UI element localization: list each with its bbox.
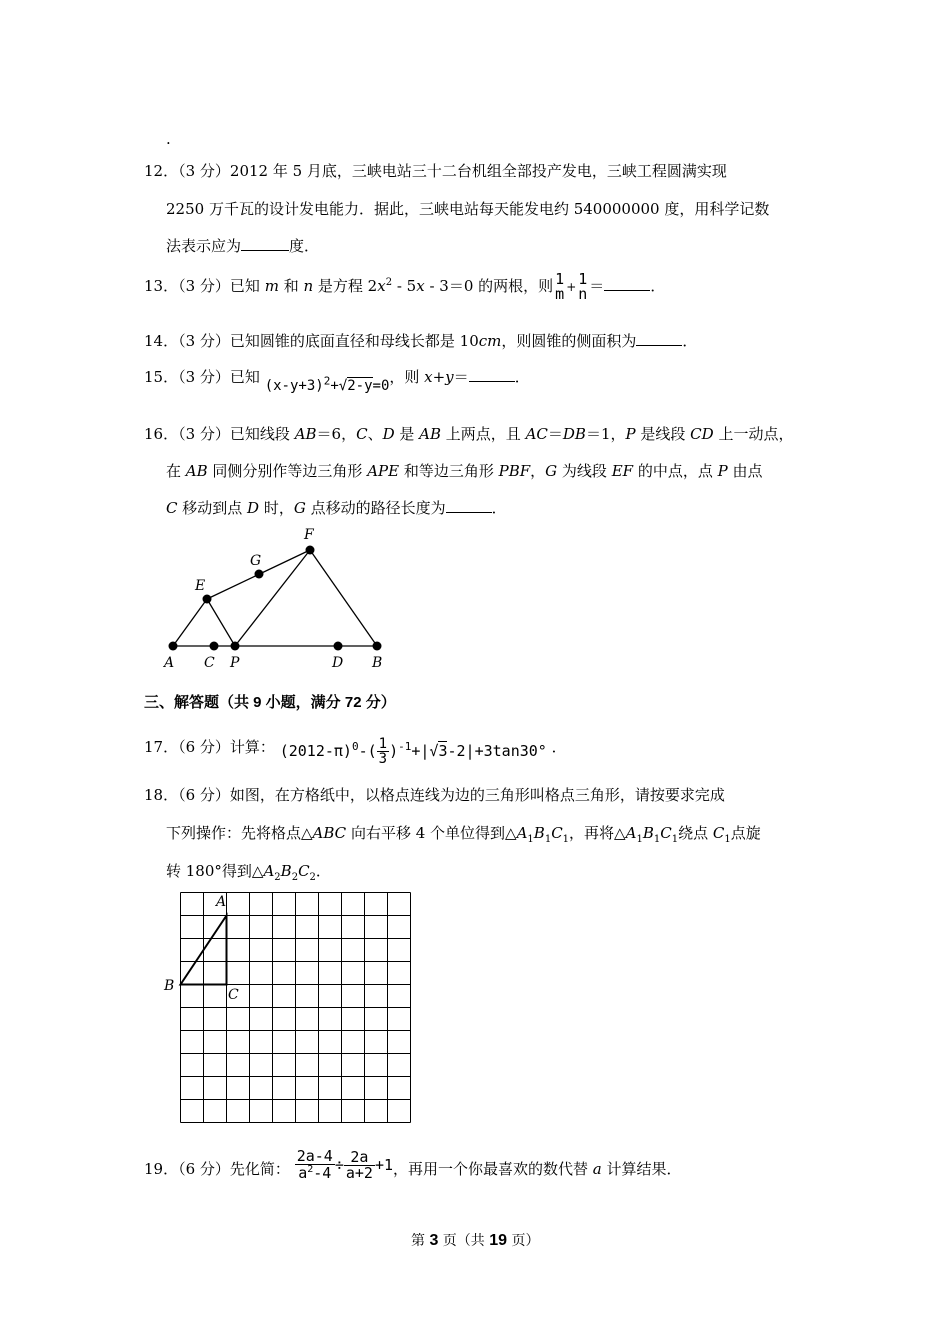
math-variable: P xyxy=(625,425,636,443)
point-b xyxy=(373,642,382,651)
question-text: ，再用一个你最喜欢的数代替 xyxy=(393,1159,593,1178)
divide-sign: ÷ xyxy=(334,1155,344,1174)
sqrt-symbol: √ xyxy=(338,378,348,394)
question-text: 已知 xyxy=(229,277,265,295)
point-d xyxy=(334,642,343,651)
var-b: B xyxy=(280,862,292,880)
text-run: 、 xyxy=(367,425,383,443)
text-run: 同侧分别作等边三角形 xyxy=(207,462,368,480)
var-n: n xyxy=(303,277,314,295)
subscript: 1 xyxy=(562,834,570,845)
question-text: - 3＝0 的两根，则 xyxy=(424,277,554,295)
segment-ae xyxy=(173,599,207,646)
math-expression: $(2012-\pi)^0-$( $\frac{1}{3}$ )$^{-1}$+|√3-2|+3tan30° xyxy=(279,736,547,767)
period: ． xyxy=(315,862,331,880)
fraction-one-third: $\frac{1}{3}$ xyxy=(378,736,388,767)
text-run: ， xyxy=(530,462,546,480)
math-variable: AB xyxy=(185,462,208,480)
text-run: ＝1， xyxy=(585,425,626,443)
period: ． xyxy=(650,277,666,295)
subscript: 2 xyxy=(274,872,281,883)
text-run: 上两点，且 xyxy=(441,425,526,443)
answer-blank xyxy=(446,500,492,513)
question-number: 12． xyxy=(144,162,179,180)
unit-cm: cm xyxy=(478,332,502,350)
math-variable: AB xyxy=(294,425,317,443)
subscript: 1 xyxy=(724,834,731,845)
plus-sign: + xyxy=(566,280,577,294)
subscript: 1 xyxy=(636,834,643,845)
answer-blank xyxy=(241,238,289,251)
fraction-1-over-m: 1 m xyxy=(555,270,565,303)
section-heading: 三、解答题（共 9 小题，满分 72 分） xyxy=(144,694,396,711)
var-c: C xyxy=(712,824,725,842)
question-text: - 5 xyxy=(392,277,417,295)
period: ． xyxy=(491,499,507,517)
var-c: C xyxy=(660,824,672,842)
expr-x-plus-y: x+y xyxy=(424,368,454,386)
text-run: ＝ xyxy=(547,425,563,443)
point-a xyxy=(169,642,178,651)
question-text: ，再将△ xyxy=(569,824,626,842)
question-score: （3 分） xyxy=(178,162,230,180)
subscript: 1 xyxy=(544,834,552,845)
question-text: 先化简： xyxy=(229,1159,290,1178)
question-number: 18． xyxy=(144,786,179,804)
label-c: C xyxy=(204,655,215,671)
label-d: D xyxy=(332,655,344,671)
text-run: 是线段 xyxy=(635,425,691,443)
question-text: 已知 xyxy=(229,368,260,386)
var-x: x xyxy=(377,277,386,295)
question-number: 17． xyxy=(144,738,179,756)
text-run: 的中点，点 xyxy=(633,462,718,480)
question-text: 法表示应为 xyxy=(166,237,242,255)
grid-lines xyxy=(181,893,411,1123)
math-expression: $\frac{2a-4}{a^2-4}$ ÷ $\frac{2a}{a+2}$ +1 xyxy=(296,1147,394,1182)
question-text xyxy=(230,425,794,443)
label-f: F xyxy=(304,527,314,543)
var-c: C xyxy=(298,862,310,880)
subscript: 2 xyxy=(291,872,299,883)
answer-blank xyxy=(469,369,515,382)
text-run: 是 xyxy=(394,425,420,443)
label-b: B xyxy=(372,655,383,671)
math-expression: $(x-y+3)^2+√2-y=0$ xyxy=(264,374,390,394)
math-variable: P xyxy=(717,462,728,480)
answer-blank xyxy=(636,333,682,346)
math-variable: APE xyxy=(367,462,400,480)
math-variable: AC xyxy=(525,425,548,443)
var-b: B xyxy=(642,824,654,842)
math-variable: G xyxy=(545,462,558,480)
question-text: 2250 万千瓦的设计发电能力．据此，三峡电站每天能发电约 540000000 度，用科学记数 xyxy=(166,200,770,218)
grid-label-a: A xyxy=(216,894,227,910)
question-14 xyxy=(144,330,697,351)
text-run: 已知线段 xyxy=(229,425,295,443)
question-text xyxy=(166,460,762,481)
fraction-first: $\frac{2a-4}{a^2-4}$ xyxy=(296,1147,333,1182)
question-score: （3 分） xyxy=(178,425,230,443)
period: ． xyxy=(551,738,567,756)
question-text: 计算结果． xyxy=(601,1159,682,1178)
page-number: 3 xyxy=(429,1232,439,1249)
text-run: 时， xyxy=(259,499,294,517)
text-run: 由点 xyxy=(727,462,763,480)
question-text: 绕点 xyxy=(678,824,713,842)
math-variable: CD xyxy=(690,425,714,443)
math-variable: PBF xyxy=(498,462,531,480)
segment-ep xyxy=(207,599,235,646)
subscript: 1 xyxy=(527,834,534,845)
math-variable: C xyxy=(166,499,178,517)
var-m: m xyxy=(264,277,279,295)
grid-label-b: B xyxy=(164,978,175,994)
question-score: （6 分） xyxy=(178,1159,230,1178)
text-run: ＝6， xyxy=(316,425,357,443)
math-variable: D xyxy=(247,499,260,517)
math-variable: EF xyxy=(611,462,634,480)
point-g xyxy=(255,570,264,579)
math-variable: AB xyxy=(419,425,442,443)
text-run: 上一动点， xyxy=(713,425,794,443)
math-variable: DB xyxy=(562,425,586,443)
point-c xyxy=(210,642,219,651)
label-a: A xyxy=(164,655,175,671)
text-run: 和等边三角形 xyxy=(399,462,499,480)
question-13 xyxy=(144,272,665,302)
segment-pf xyxy=(235,550,310,646)
equals-sign: ＝ xyxy=(589,277,605,295)
question-text: 是方程 2 xyxy=(313,277,378,295)
segment-triangle-figure xyxy=(158,522,398,674)
question-score: （6 分） xyxy=(178,738,230,756)
answer-blank xyxy=(604,278,650,291)
grid-label-c: C xyxy=(228,987,239,1003)
fraction-second: $\frac{2a}{a+2}$ xyxy=(345,1147,373,1182)
label-p: P xyxy=(230,655,240,671)
question-text: 如图，在方格纸中，以格点连线为边的三角形叫格点三角形，请按要求完成 xyxy=(229,786,725,804)
var-a: A xyxy=(263,862,275,880)
question-score: （3 分） xyxy=(178,332,230,350)
text-run: 移动到点 xyxy=(177,499,248,517)
math-variable: G xyxy=(293,499,306,517)
question-19 xyxy=(144,1149,682,1181)
segment-fb xyxy=(310,550,377,646)
subscript: 2 xyxy=(309,872,316,883)
point-p xyxy=(231,642,240,651)
question-number: 14． xyxy=(144,332,179,350)
question-text: 转 180°得到△ xyxy=(166,862,264,880)
period: ． xyxy=(682,332,698,350)
period: ． xyxy=(514,368,530,386)
question-text: 2012 年 5 月底，三峡电站三十二台机组全部投产发电，三峡工程圆满实现 xyxy=(229,162,727,180)
question-score: （6 分） xyxy=(178,786,230,804)
question-score: （3 分） xyxy=(178,368,230,386)
question-number: 13． xyxy=(144,277,179,295)
page-footer: 第 3 页（共 19 页） xyxy=(411,1232,540,1249)
question-15 xyxy=(144,366,530,394)
var-a: A xyxy=(625,824,637,842)
point-e xyxy=(203,595,212,604)
question-number: 16． xyxy=(144,425,179,443)
var-a: a xyxy=(592,1159,602,1178)
point-f xyxy=(306,546,315,555)
var-x: x xyxy=(416,277,425,295)
equals-sign: ＝ xyxy=(453,368,469,386)
grid-figure xyxy=(160,886,420,1130)
question-number: 15． xyxy=(144,368,179,386)
question-score: （3 分） xyxy=(178,277,230,295)
question-text xyxy=(166,499,446,517)
question-text: 下列操作：先将格点△ xyxy=(166,824,313,842)
var-c: C xyxy=(551,824,563,842)
label-e: E xyxy=(195,578,206,594)
var-b: B xyxy=(533,824,545,842)
question-number: 19． xyxy=(144,1159,179,1178)
question-17 xyxy=(144,733,567,767)
text-run: 在 xyxy=(166,462,186,480)
stray-dot: . xyxy=(166,130,171,148)
question-text: ，则圆锥的侧面积为 xyxy=(501,332,637,350)
question-text: 已知圆锥的底面直径和母线长都是 10 xyxy=(229,332,479,350)
math-variable: D xyxy=(382,425,395,443)
question-text: 度． xyxy=(289,237,320,255)
subscript: 1 xyxy=(671,834,679,845)
var-a: A xyxy=(516,824,528,842)
fraction-1-over-n: 1 n xyxy=(578,270,588,303)
label-g: G xyxy=(250,553,262,569)
question-text: 和 xyxy=(278,277,304,295)
math-variable: C xyxy=(356,425,368,443)
question-text: 计算： xyxy=(229,738,275,756)
text-run: 点移动的路径长度为 xyxy=(305,499,446,517)
text-run: 为线段 xyxy=(557,462,612,480)
sqrt-symbol: √ xyxy=(429,742,439,760)
exponent: 2 xyxy=(385,277,393,288)
subscript: 1 xyxy=(653,834,661,845)
triangle-abc: ABC xyxy=(312,824,347,842)
page-total: 19 xyxy=(489,1232,508,1249)
question-text: 点旋 xyxy=(730,824,761,842)
question-text: 向右平移 4 个单位得到△ xyxy=(346,824,517,842)
question-text: ，则 xyxy=(389,368,425,386)
